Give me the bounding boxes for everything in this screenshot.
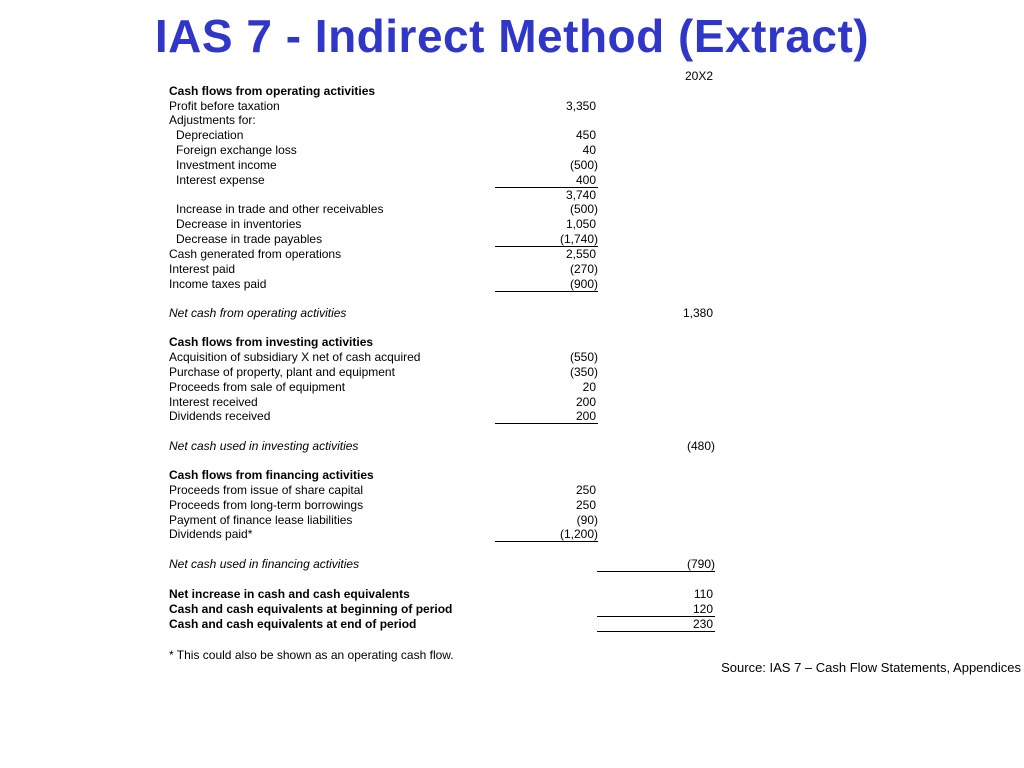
dividends-received-label: Dividends received — [169, 409, 271, 423]
operating-rule — [495, 291, 598, 292]
investing-heading: Cash flows from investing activities — [169, 335, 374, 349]
end-label: Cash and cash equivalents at end of period — [169, 617, 417, 631]
year-header: 20X2 — [684, 69, 713, 83]
dividends-received-value: 200 — [575, 409, 596, 423]
taxes-paid-value: (900) — [569, 277, 598, 291]
subtotal-value: 3,740 — [565, 188, 596, 202]
dividends-paid-value: (1,200) — [559, 527, 598, 541]
net-operating-value: 1,380 — [682, 306, 713, 320]
operating-heading: Cash flows from operating activities — [169, 84, 376, 98]
receivables-label: Increase in trade and other receivables — [176, 202, 384, 216]
depreciation-value: 450 — [575, 128, 596, 142]
share-capital-value: 250 — [575, 483, 596, 497]
net-financing-label: Net cash used in financing activities — [169, 557, 360, 571]
slide-title: IAS 7 - Indirect Method (Extract) — [154, 10, 870, 62]
investment-income-value: (500) — [569, 158, 598, 172]
inventories-label: Decrease in inventories — [176, 217, 302, 231]
adjustments-label: Adjustments for: — [169, 113, 256, 127]
cash-generated-label: Cash generated from operations — [169, 247, 342, 261]
receivables-value: (500) — [569, 202, 598, 216]
footnote: * This could also be shown as an operating cash flow. — [169, 648, 454, 662]
dividends-paid-label: Dividends paid* — [169, 527, 253, 541]
borrowings-label: Proceeds from long-term borrowings — [169, 498, 364, 512]
share-capital-label: Proceeds from issue of share capital — [169, 483, 364, 497]
acquisition-label: Acquisition of subsidiary X net of cash acquired — [169, 350, 421, 364]
payables-label: Decrease in trade payables — [176, 232, 323, 246]
end-value: 230 — [692, 617, 713, 631]
ppe-label: Purchase of property, plant and equipment — [169, 365, 395, 379]
sale-equipment-value: 20 — [582, 380, 596, 394]
net-operating-label: Net cash from operating activities — [169, 306, 347, 320]
investing-rule — [495, 423, 598, 424]
beginning-label: Cash and cash equivalents at beginning of period — [169, 602, 453, 616]
taxes-paid-label: Income taxes paid — [169, 277, 267, 291]
interest-received-value: 200 — [575, 395, 596, 409]
profit-value: 3,350 — [565, 99, 596, 113]
sale-equipment-label: Proceeds from sale of equipment — [169, 380, 346, 394]
borrowings-value: 250 — [575, 498, 596, 512]
profit-label: Profit before taxation — [169, 99, 280, 113]
ppe-value: (350) — [569, 365, 598, 379]
net-increase-value: 110 — [693, 587, 713, 601]
fx-loss-value: 40 — [582, 143, 596, 157]
financing-heading: Cash flows from financing activities — [169, 468, 374, 482]
net-increase-label: Net increase in cash and cash equivalents — [169, 587, 410, 601]
net-financing-value: (790) — [686, 557, 715, 571]
investment-income-label: Investment income — [176, 158, 277, 172]
net-investing-value: (480) — [686, 439, 715, 453]
depreciation-label: Depreciation — [176, 128, 244, 142]
acquisition-value: (550) — [569, 350, 598, 364]
interest-expense-label: Interest expense — [176, 173, 265, 187]
interest-paid-label: Interest paid — [169, 262, 236, 276]
net-investing-label: Net cash used in investing activities — [169, 439, 359, 453]
payables-value: (1,740) — [559, 232, 598, 246]
end-rule — [597, 631, 715, 632]
lease-label: Payment of finance lease liabilities — [169, 513, 353, 527]
fx-loss-label: Foreign exchange loss — [176, 143, 297, 157]
cash-generated-value: 2,550 — [565, 247, 596, 261]
net-financing-rule — [597, 571, 715, 572]
interest-expense-value: 400 — [575, 173, 596, 187]
lease-value: (90) — [576, 513, 598, 527]
beginning-value: 120 — [692, 602, 713, 616]
interest-paid-value: (270) — [569, 262, 598, 276]
inventories-value: 1,050 — [565, 217, 596, 231]
source-citation: Source: IAS 7 – Cash Flow Statements, Appendices — [721, 660, 1021, 675]
interest-received-label: Interest received — [169, 395, 258, 409]
financing-rule — [495, 541, 598, 542]
